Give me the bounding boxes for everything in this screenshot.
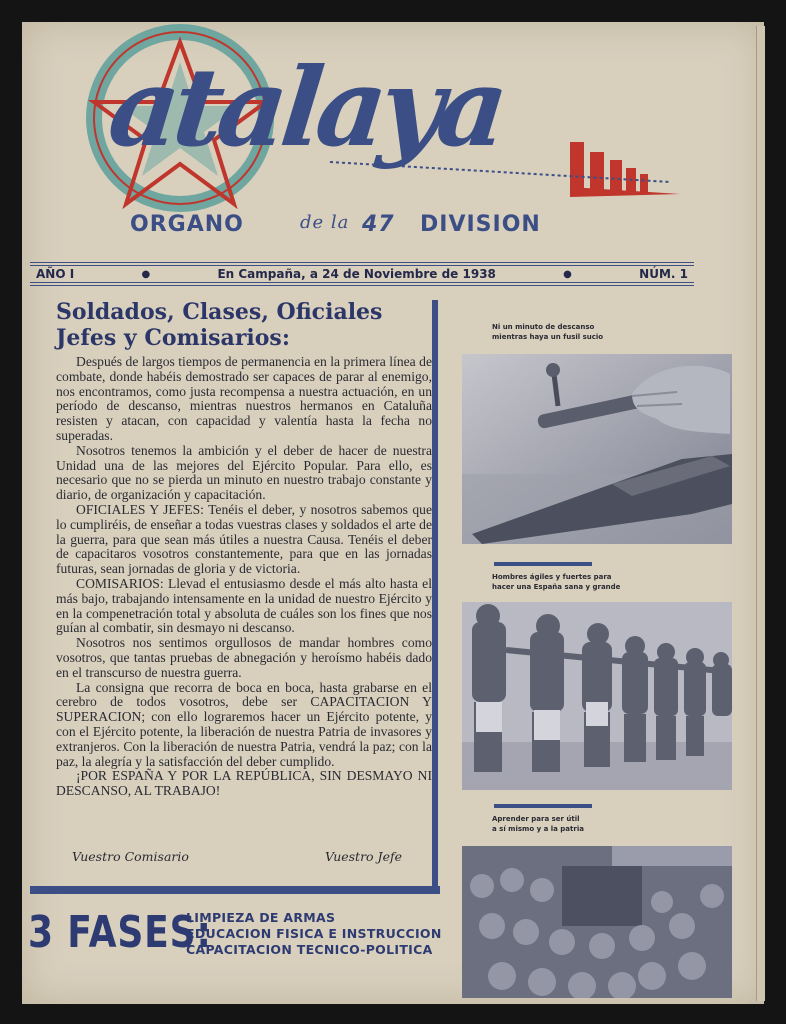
photo-column xyxy=(462,298,738,978)
photo-soldiers-exercise xyxy=(462,602,732,790)
issue-year: AÑO I xyxy=(36,267,75,281)
caption-line: Aprender para ser útil xyxy=(492,815,580,823)
article-body xyxy=(56,355,432,799)
article-border-right xyxy=(432,300,438,892)
separator-dot: ● xyxy=(141,268,151,280)
caption-line: mientras haya un fusil sucio xyxy=(492,333,604,341)
article-paragraph: ¡POR ESPAÑA Y POR LA REPÚBLICA, SIN DESMAYO NI DESCANSO, AL TRABAJO! xyxy=(56,768,432,799)
caption-line: Hombres ágiles y fuertes para xyxy=(492,573,612,581)
issue-info-bar xyxy=(30,262,694,286)
fase-item: CAPACITACION TECNICO-POLITICA xyxy=(186,942,433,957)
fase-item: EDUCACION FISICA E INSTRUCCION xyxy=(186,926,442,941)
caption-bar xyxy=(494,562,592,566)
caption-bar xyxy=(494,804,592,808)
lead-article xyxy=(34,297,440,883)
masthead xyxy=(70,22,690,272)
issue-place-date: En Campaña, a 24 de Noviembre de 1938 xyxy=(217,267,496,281)
masthead-title: atalaya xyxy=(103,45,509,171)
caption-line: Ni un minuto de descanso xyxy=(492,323,595,331)
photo-caption xyxy=(492,814,584,834)
separator-dot: ● xyxy=(563,268,572,280)
fase-item: LIMPIEZA DE ARMAS xyxy=(186,910,336,925)
caption-line: a sí mismo y a la patria xyxy=(492,825,584,833)
photo-classroom xyxy=(462,846,732,998)
fases-list xyxy=(186,910,442,958)
article-paragraph: OFICIALES Y JEFES: Tenéis el deber, y nosotros sabemos que lo cumpliréis, de enseñar a todas vuestras clases y soldados el arte de la guerra, para que sean más útiles a nuestra Causa. Tenéis el deber de capacitaros vosotros constantemente, para que en las jornadas futuras, sean jornadas de gloria y de victoria. xyxy=(56,501,432,577)
signature-comisario: Vuestro Comisario xyxy=(72,849,189,864)
photo-caption xyxy=(492,322,603,342)
caption-line: hacer una España sana y grande xyxy=(492,583,621,591)
masthead-organo: ORGANO xyxy=(130,212,244,237)
article-paragraph: COMISARIOS: Llevad el entusiasmo desde el más alto hasta el más bajo, trabajando intensamente en la unidad de nuestro Ejército y en la compenetración total y absoluta de cuáles son los fines que nos guían al combatir, sin desmayo ni descanso. xyxy=(56,575,432,636)
page-edge xyxy=(756,26,765,1001)
article-paragraph: Nosotros tenemos la ambición y el deber de hacer de nuestra Unidad una de las mejores del Ejército Popular. Para ello, es necesario que no se pierda un minuto en nuestro trabajo constante y diario, de organización y capacitación. xyxy=(56,442,432,503)
masthead-division-number: 47 xyxy=(362,212,395,237)
article-paragraph: La consigna que recorra de boca en boca, hasta grabarse en el cerebro de todos vosotros, debe ser CAPACITACION Y SUPERACION; con ello lograremos hacer un Ejército potente, y con el Ejército potente, la liberación de nuestra Patria de invasores y extranjeros. Con la liberación de nuestra Patria, vendrá la paz; con la paz, la alegría y la satisfacción del deber cumplido. xyxy=(56,679,432,769)
article-border-bottom xyxy=(30,886,440,894)
issue-number: NÚM. 1 xyxy=(639,267,688,281)
article-paragraph: Después de largos tiempos de permanencia en la primera línea de combate, donde habéis demostrado ser capaces de parar al enemigo, nos encontramos, como justa recompensa a nuestra actuación, en un período de descanso, mientras nuestros hermanos en Cataluña resisten y atacan, con capacidad y valentía hasta la fecha no superadas. xyxy=(56,354,432,443)
signature-jefe: Vuestro Jefe xyxy=(324,849,402,864)
article-signatures xyxy=(72,849,402,864)
masthead-division: DIVISION xyxy=(420,212,541,237)
photo-caption xyxy=(492,572,620,592)
masthead-de-la: de la xyxy=(300,212,350,233)
article-paragraph: Nosotros nos sentimos orgullosos de mandar hombres como vosotros, que tantas pruebas de abnegación y heroísmo habéis dado en el transcurso de nuestra guerra. xyxy=(56,635,432,680)
article-headline: Soldados, Clases, Oficiales Jefes y Comisarios: xyxy=(56,299,383,351)
photo-rifle-cleaning xyxy=(462,354,732,544)
fases-title: 3 FASES: xyxy=(28,907,212,958)
